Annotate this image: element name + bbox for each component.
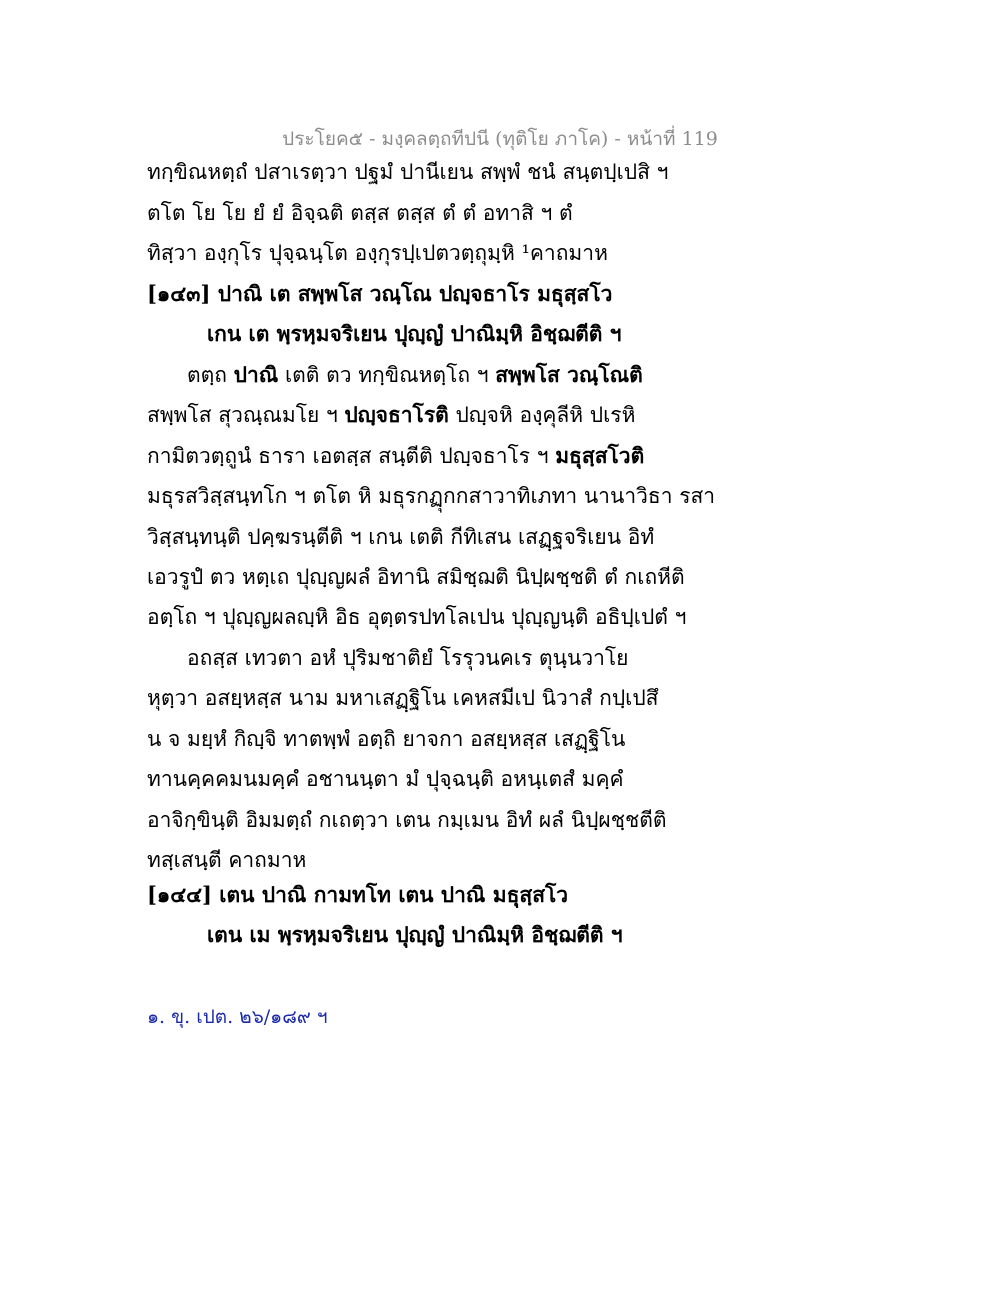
text-line: ตโต โย โย ยํ ยํ อิจฺฉติ ตสฺส ตสฺส ตํ ตํ อทาสิ ฯ ตํ — [147, 201, 573, 225]
commentary-line — [147, 400, 867, 430]
commentary-line — [187, 360, 907, 390]
page-header: ประโยค๕ - มงฺคลตฺถทีปนี (ทุติโย ภาโค) - หน้าที่ 119 — [282, 128, 718, 150]
commentary-line: เอวรูปํ ตว หตฺเถ ปุญฺญผลํ อิทานิ สมิชฺฌติ นิปฺผชฺชติ ตํ กเถหีติ — [147, 565, 685, 589]
verse-143-line-2: เกน เต พฺรหฺมจริเยน ปุญฺญํ ปาณิมฺหิ อิชฺฌตีติ ฯ — [207, 321, 622, 346]
verse-144-line-2: เตน เม พฺรหฺมจริเยน ปุญฺญํ ปาณิมฺหิ อิชฺฌตีติ ฯ — [207, 922, 623, 947]
story-line: ทสฺเสนฺตี คาถมาห — [147, 848, 307, 872]
commentary-line: อตฺโถ ฯ ปุญฺญผลญฺหิ อิธ อุตฺตรปทโลเปน ปุญฺญนฺติ อธิปฺเปตํ ฯ — [147, 605, 687, 629]
bold-term: ปญฺจธาโรติ — [344, 402, 449, 427]
text-line: ทกฺขิณหตฺถํ ปสาเรตฺวา ปฐมํ ปานีเยน สพฺพํ ชนํ สนฺตปฺเปสิ ฯ — [147, 160, 669, 184]
commentary-line: วิสฺสนฺทนฺติ ปคฺฆรนฺตีติ ฯ เกน เตติ กีทิเสน เสฏฺฐจริเยน อิทํ — [147, 525, 655, 549]
verse-143-line-1: [๑๔๓] ปาณิ เต สพฺพโส วณฺโณ ปญฺจธาโร มธุสฺสโว — [147, 281, 613, 306]
text: ตตฺถ — [187, 363, 234, 387]
story-line: อถสฺส เทวตา อหํ ปุริมชาติยํ โรรุวนคเร ตุนฺนวาโย — [187, 646, 629, 670]
story-line: หุตฺวา อสยฺหสฺส นาม มหาเสฏฺฐิโน เคหสมีเป นิวาสํ กปฺเปสึ — [147, 686, 659, 710]
commentary-line: มธุรสวิสฺสนฺทโก ฯ ตโต หิ มธุรกฏุกกสาวาทิเภทา นานาวิธา รสา — [147, 484, 716, 508]
footnote: ๑. ขุ. เปต. ๒๖/๑๘๙ ฯ — [147, 1006, 328, 1028]
story-line: ทานคฺคคมนมคฺคํ อชานนฺตา มํ ปุจฺฉนฺติ อหนฺเตสํ มคฺคํ — [147, 767, 624, 791]
bold-term: ปาณิ — [233, 362, 279, 387]
story-line: น จ มยฺหํ กิญฺจิ ทาตพฺพํ อตฺถิ ยาจกา อสยฺหสฺส เสฏฺฐิโน — [147, 727, 626, 751]
text: กามิตวตฺถูนํ ธารา เอตสฺส สนฺตีติ ปญฺจธาโร ฯ — [147, 444, 556, 468]
verse-144-line-1: [๑๔๔] เตน ปาณิ กามทโท เตน ปาณิ มธุสฺสโว — [147, 882, 569, 907]
bold-term: มธุสฺสโวติ — [555, 443, 645, 468]
commentary-line — [147, 441, 867, 471]
text: ปญฺจหิ องฺคุลีหิ ปเรหิ — [448, 403, 636, 427]
text: เตติ ตว ทกฺขิณหตฺโถ ฯ — [278, 363, 496, 387]
bold-term: สพฺพโส วณฺโณติ — [495, 362, 643, 387]
story-line: อาจิกฺขินฺติ อิมมตฺถํ กเถตฺวา เตน กมฺเมน อิทํ ผลํ นิปฺผชฺชตีติ — [147, 808, 667, 832]
text: สพฺพโส สุวณฺณมโย ฯ — [147, 403, 345, 427]
text-line: ทิสฺวา องฺกุโร ปุจฺฉนฺโต องฺกุรปฺเปตวตฺถุมฺหิ ¹คาถมาห — [147, 241, 608, 265]
